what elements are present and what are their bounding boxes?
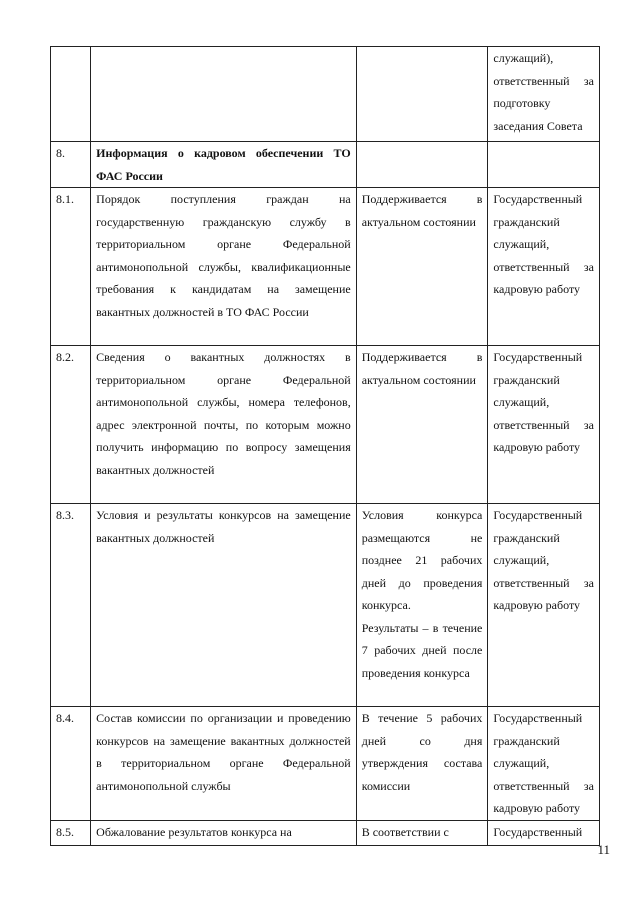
row-number: [51, 47, 91, 142]
table-row: [51, 820, 600, 845]
row-name: Обжалование результатов конкурса на: [91, 820, 357, 845]
row-status: Поддерживается в актуальном состоянии: [356, 346, 488, 504]
row-responsible: служащий), ответственный за подготовку заседания Совета: [488, 47, 600, 142]
row-responsible: [488, 142, 600, 188]
row-number: 8.1.: [51, 188, 91, 346]
table-row: [51, 504, 600, 707]
row-status: [356, 47, 488, 142]
table-row: [51, 346, 600, 504]
table-row: [51, 707, 600, 821]
row-responsible: Государственный гражданский служащий, ответственный за кадровую работу: [488, 188, 600, 346]
table-row: [51, 47, 600, 142]
row-status-results: Результаты – в течение 7 рабочих дней после проведения конкурса: [361, 620, 483, 680]
row-name: [91, 47, 357, 142]
row-status: В соответствии с: [356, 820, 488, 845]
section-number: 8.: [51, 142, 91, 188]
row-name: Условия и результаты конкурсов на замещение вакантных должностей: [91, 504, 357, 707]
row-responsible: Государственный гражданский служащий, ответственный за кадровую работу: [488, 707, 600, 821]
row-status: [356, 142, 488, 188]
row-responsible: Государственный: [488, 820, 600, 845]
row-responsible: Государственный гражданский служащий, ответственный за кадровую работу: [488, 504, 600, 707]
row-status: В течение 5 рабочих дней со дня утверждения состава комиссии: [356, 707, 488, 821]
table-row-section: [51, 142, 600, 188]
row-number: 8.2.: [51, 346, 91, 504]
row-responsible: Государственный гражданский служащий, ответственный за кадровую работу: [488, 346, 600, 504]
section-title: Информация о кадровом обеспечении ТО ФАС России: [91, 142, 357, 188]
row-status: [356, 504, 488, 707]
document-table: [50, 46, 600, 846]
row-name: Сведения о вакантных должностях в территориальном органе Федеральной антимонопольной службы, номера телефонов, адрес электронной почты, по которым можно получить информацию по вопросу замещения вакантных должностей: [91, 346, 357, 504]
row-name: Порядок поступления граждан на государственную гражданскую службу в территориальном органе Федеральной антимонопольной службы, квалификационные требования к кандидатам на замещение вакантных должностей в ТО ФАС России: [91, 188, 357, 346]
row-number: 8.4.: [51, 707, 91, 821]
row-status-conditions: Условия конкурса размещаются не позднее 21 рабочих дней до проведения конкурса.: [361, 508, 483, 612]
page-number: 11: [597, 842, 610, 857]
row-number: 8.5.: [51, 820, 91, 845]
row-number: 8.3.: [51, 504, 91, 707]
row-name: Состав комиссии по организации и проведению конкурсов на замещение вакантных должностей в территориальном органе Федеральной антимонопольной службы: [91, 707, 357, 821]
table-row: [51, 188, 600, 346]
row-status: Поддерживается в актуальном состоянии: [356, 188, 488, 346]
